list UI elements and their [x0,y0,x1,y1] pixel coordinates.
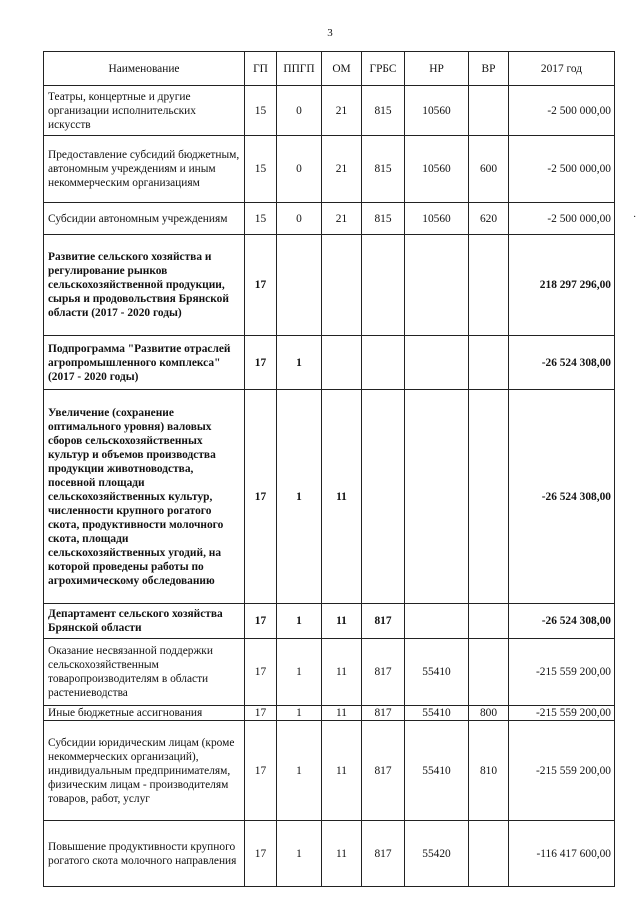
row-nr: 10560 [405,203,469,235]
row-amount: -215 559 200,00 [509,639,615,706]
row-ppgp: 0 [277,86,322,136]
row-ppgp [277,235,322,336]
header-nr: НР [405,52,469,86]
row-vr: 600 [469,136,509,203]
row-name: Субсидии юридическим лицам (кроме некоммерческих организаций), индивидуальным предпринимателям, физическим лицам - производителям товаров, работ, услуг [44,721,245,821]
row-name: Департамент сельского хозяйства Брянской области [44,604,245,639]
row-nr: 10560 [405,86,469,136]
table-row [44,821,615,887]
table-row [44,235,615,336]
row-name: Подпрограмма "Развитие отраслей агропромышленного комплекса" (2017 - 2020 годы) [44,336,245,390]
row-nr: 55410 [405,721,469,821]
row-nr [405,604,469,639]
row-gp: 15 [245,203,277,235]
row-om [322,336,362,390]
header-year: 2017 год [509,52,615,86]
table-row [44,336,615,390]
header-grbs: ГРБС [362,52,405,86]
row-om: 21 [322,86,362,136]
row-grbs: 815 [362,86,405,136]
row-amount: -26 524 308,00 [509,336,615,390]
row-nr: 55410 [405,639,469,706]
row-om: 11 [322,390,362,604]
row-om: 11 [322,821,362,887]
row-amount: -116 417 600,00 [509,821,615,887]
row-grbs: 817 [362,721,405,821]
row-ppgp: 1 [277,639,322,706]
row-ppgp: 1 [277,390,322,604]
row-vr [469,336,509,390]
row-amount: -2 500 000,00 [509,136,615,203]
header-name: Наименование [44,52,245,86]
table-row [44,639,615,706]
row-gp: 17 [245,639,277,706]
row-vr [469,235,509,336]
row-name: Повышение продуктивности крупного рогатого скота молочного направления [44,821,245,887]
row-grbs [362,235,405,336]
row-grbs: 815 [362,136,405,203]
row-gp: 15 [245,86,277,136]
row-amount: -2 500 000,00 [509,86,615,136]
row-gp: 17 [245,604,277,639]
row-grbs: 817 [362,604,405,639]
row-om: 21 [322,203,362,235]
row-vr: 800 [469,706,509,721]
row-name: Увеличение (сохранение оптимального уровня) валовых сборов сельскохозяйственных культур и объемов производства продукции животноводства, посевной площади сельскохозяйственных культур, численности крупного рогатого скота, продуктивности молочного скота, площади сельскохозяйственных угодий, на которой проведены работы по агрохимическому обследованию [44,390,245,604]
row-gp: 17 [245,235,277,336]
row-om: 11 [322,604,362,639]
table-row [44,604,615,639]
header-gp: ГП [245,52,277,86]
row-gp: 15 [245,136,277,203]
row-vr [469,821,509,887]
table-row [44,203,615,235]
row-nr [405,390,469,604]
row-om: 11 [322,706,362,721]
row-vr: 620 [469,203,509,235]
row-name: Театры, концертные и другие организации исполнительских искусств [44,86,245,136]
table-header-row [44,52,615,86]
row-om: 21 [322,136,362,203]
row-grbs: 817 [362,821,405,887]
row-name: Субсидии автономным учреждениям [44,203,245,235]
row-gp: 17 [245,390,277,604]
row-vr [469,604,509,639]
row-grbs: 815 [362,203,405,235]
row-ppgp: 0 [277,136,322,203]
row-nr: 55420 [405,821,469,887]
table-row [44,136,615,203]
row-amount: -215 559 200,00 [509,721,615,821]
row-amount: 218 297 296,00 [509,235,615,336]
row-ppgp: 1 [277,821,322,887]
row-gp: 17 [245,706,277,721]
row-ppgp: 1 [277,604,322,639]
row-grbs: 817 [362,639,405,706]
row-gp: 17 [245,336,277,390]
table-row [44,706,615,721]
row-grbs [362,390,405,604]
margin-dot: · [633,212,637,223]
row-nr: 10560 [405,136,469,203]
row-name: Иные бюджетные ассигнования [44,706,245,721]
budget-table [43,51,615,887]
row-nr [405,336,469,390]
row-vr: 810 [469,721,509,821]
row-name: Развитие сельского хозяйства и регулирование рынков сельскохозяйственной продукции, сырья и продовольствия Брянской области (2017 - 2020 годы) [44,235,245,336]
row-nr [405,235,469,336]
row-om [322,235,362,336]
row-ppgp: 1 [277,336,322,390]
page-number: 3 [327,27,333,39]
row-nr: 55410 [405,706,469,721]
table-row [44,721,615,821]
header-ppgp: ППГП [277,52,322,86]
row-amount: -26 524 308,00 [509,604,615,639]
row-amount: -2 500 000,00 [509,203,615,235]
row-gp: 17 [245,721,277,821]
header-vr: ВР [469,52,509,86]
row-om: 11 [322,639,362,706]
row-ppgp: 1 [277,706,322,721]
table-row [44,86,615,136]
row-grbs: 817 [362,706,405,721]
row-amount: -26 524 308,00 [509,390,615,604]
row-om: 11 [322,721,362,821]
row-gp: 17 [245,821,277,887]
row-grbs [362,336,405,390]
row-vr [469,639,509,706]
row-name: Оказание несвязанной поддержки сельскохозяйственным товаропроизводителям в области растениеводства [44,639,245,706]
row-ppgp: 1 [277,721,322,821]
row-name: Предоставление субсидий бюджетным, автономным учреждениям и иным некоммерческим организациям [44,136,245,203]
row-vr [469,86,509,136]
header-om: ОМ [322,52,362,86]
row-ppgp: 0 [277,203,322,235]
table-row [44,390,615,604]
row-amount: -215 559 200,00 [509,706,615,721]
row-vr [469,390,509,604]
